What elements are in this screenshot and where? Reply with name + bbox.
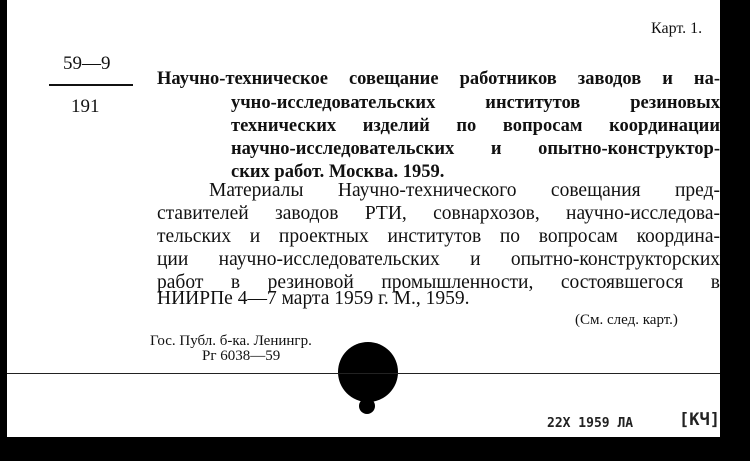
- body-line: ставителей заводов РТИ, совнархозов, научно-исследова-: [157, 203, 720, 224]
- body-line: НИИРПе 4—7 марта 1959 г. М., 1959.: [157, 288, 470, 309]
- heading-line: технических изделий по вопросам координации: [231, 116, 720, 136]
- scan-right-edge: [720, 0, 750, 461]
- heading-line: Научно-техническое совещание работников заводов и на-: [157, 69, 720, 89]
- see-next-card: (См. след. карт.): [575, 312, 678, 328]
- heading-line: ских работ. Москва. 1959.: [231, 162, 445, 182]
- shelf-mark: Рг 6038—59: [202, 348, 281, 364]
- index-divider: [49, 84, 133, 86]
- library-stamp: Гос. Публ. б-ка. Ленингр.: [150, 333, 312, 349]
- card-bottom-rule: [7, 373, 720, 374]
- body-line: тельских и проектных институтов по вопросам координа-: [157, 226, 720, 247]
- index-number: 59—9: [63, 53, 111, 74]
- scan-left-edge: [0, 0, 7, 461]
- body-line: ции научно-исследовательских и опытно-конструкторских: [157, 249, 720, 270]
- handwritten-code: [КЧ]: [679, 410, 720, 430]
- catalog-card: [7, 0, 720, 437]
- handwritten-note: 22Х 1959 ЛА: [547, 416, 634, 431]
- ink-stamp-tail: [359, 398, 375, 414]
- body-line: работ в резиновой промышленности, состоявшегося в: [157, 272, 720, 293]
- index-denominator: 191: [71, 96, 100, 117]
- heading-line: учно-исследовательских институтов резиновых: [231, 93, 720, 113]
- ink-stamp-blot: [338, 342, 398, 402]
- card-number: Карт. 1.: [651, 20, 703, 37]
- body-line: Материалы Научно-технического совещания пред-: [209, 180, 720, 201]
- heading-line: научно-исследовательских и опытно-конструктор-: [231, 139, 720, 159]
